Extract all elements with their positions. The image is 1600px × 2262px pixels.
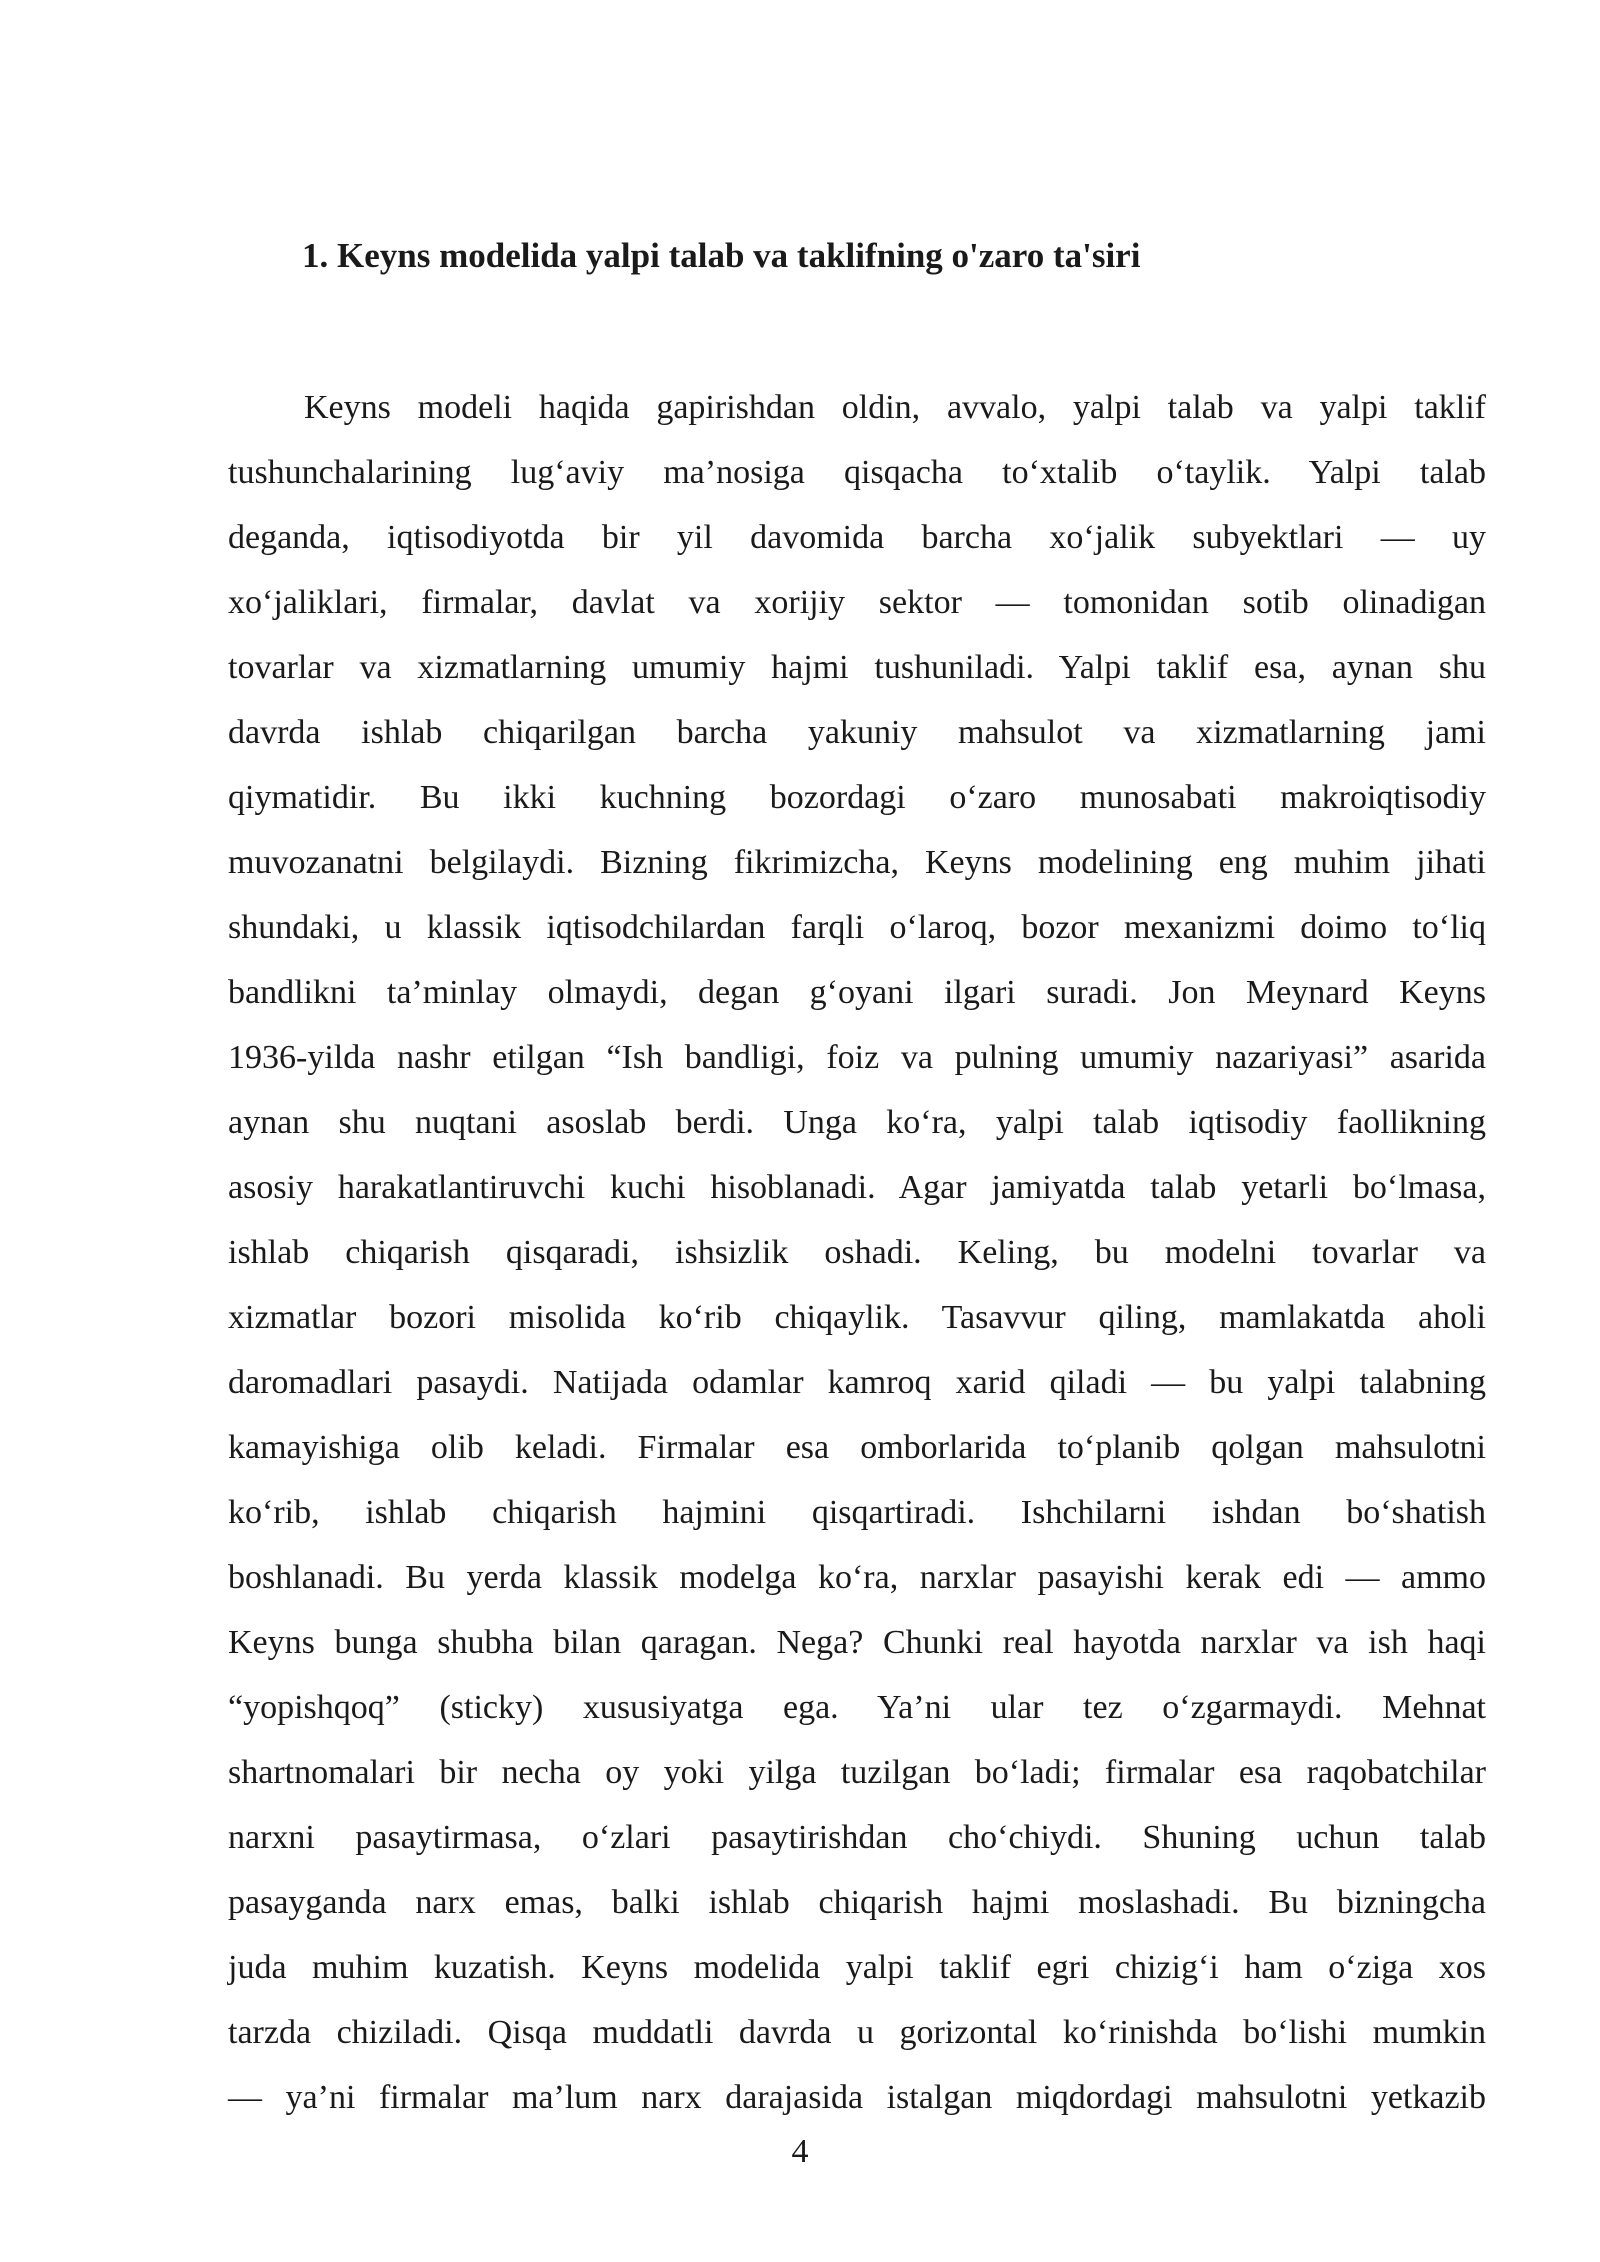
paragraph-line: xo‘jaliklari, firmalar, davlat va xorijiy sektor — tomonidan sotib olinadigan bbox=[228, 584, 1486, 621]
paragraph-line: Keyns modeli haqida gapirishdan oldin, avvalo, yalpi talab va yalpi taklif bbox=[304, 389, 1486, 426]
paragraph-line: narxni pasaytirmasa, o‘zlari pasaytirishdan cho‘chiydi. Shuning uchun talab bbox=[228, 1819, 1486, 1856]
paragraph-line: xizmatlar bozori misolida ko‘rib chiqaylik. Tasavvur qiling, mamlakatda aholi bbox=[228, 1299, 1486, 1336]
paragraph-line: davrda ishlab chiqarilgan barcha yakuniy mahsulot va xizmatlarning jami bbox=[228, 714, 1486, 751]
paragraph-line: “yopishqoq” (sticky) xususiyatga ega. Ya’ni ular tez o‘zgarmaydi. Mehnat bbox=[228, 1689, 1486, 1726]
page-number: 4 bbox=[791, 2133, 809, 2170]
paragraph-line: tarzda chiziladi. Qisqa muddatli davrda u gorizontal ko‘rinishda bo‘lishi mumkin bbox=[228, 2014, 1486, 2051]
paragraph-line: asosiy harakatlantiruvchi kuchi hisoblanadi. Agar jamiyatda talab yetarli bo‘lmasa, bbox=[228, 1169, 1486, 1206]
paragraph-line: tovarlar va xizmatlarning umumiy hajmi tushuniladi. Yalpi taklif esa, aynan shu bbox=[228, 649, 1486, 686]
paragraph-line: Keyns bunga shubha bilan qaragan. Nega? Chunki real hayotda narxlar va ish haqi bbox=[228, 1624, 1486, 1661]
paragraph-line: tushunchalarining lug‘aviy ma’nosiga qisqacha to‘xtalib o‘taylik. Yalpi talab bbox=[228, 454, 1486, 491]
paragraph-line: daromadlari pasaydi. Natijada odamlar kamroq xarid qiladi — bu yalpi talabning bbox=[228, 1364, 1486, 1401]
paragraph-line: — ya’ni firmalar ma’lum narx darajasida istalgan miqdordagi mahsulotni yetkazib bbox=[228, 2079, 1486, 2116]
section-heading: 1. Keyns modelida yalpi talab va taklifning o'zaro ta'siri bbox=[302, 236, 1141, 275]
paragraph-line: shundaki, u klassik iqtisodchilardan farqli o‘laroq, bozor mexanizmi doimo to‘liq bbox=[228, 909, 1486, 946]
paragraph-line: ishlab chiqarish qisqaradi, ishsizlik oshadi. Keling, bu modelni tovarlar va bbox=[228, 1234, 1486, 1271]
paragraph-line: pasayganda narx emas, balki ishlab chiqarish hajmi moslashadi. Bu bizningcha bbox=[228, 1884, 1486, 1921]
paragraph-line: deganda, iqtisodiyotda bir yil davomida barcha xo‘jalik subyektlari — uy bbox=[228, 519, 1486, 556]
paragraph-line: shartnomalari bir necha oy yoki yilga tuzilgan bo‘ladi; firmalar esa raqobatchilar bbox=[228, 1754, 1486, 1791]
paragraph-line: bandlikni ta’minlay olmaydi, degan g‘oyani ilgari suradi. Jon Meynard Keyns bbox=[228, 974, 1486, 1011]
paragraph-line: juda muhim kuzatish. Keyns modelida yalpi taklif egri chizig‘i ham o‘ziga xos bbox=[228, 1949, 1486, 1986]
paragraph-line: ko‘rib, ishlab chiqarish hajmini qisqartiradi. Ishchilarni ishdan bo‘shatish bbox=[228, 1494, 1486, 1531]
paragraph-line: qiymatidir. Bu ikki kuchning bozordagi o‘zaro munosabati makroiqtisodiy bbox=[228, 779, 1486, 816]
paragraph-line: 1936-yilda nashr etilgan “Ish bandligi, foiz va pulning umumiy nazariyasi” asarida bbox=[228, 1039, 1486, 1076]
paragraph-line: kamayishiga olib keladi. Firmalar esa omborlarida to‘planib qolgan mahsulotni bbox=[228, 1429, 1486, 1466]
body-paragraph bbox=[228, 375, 1486, 2130]
paragraph-line: boshlanadi. Bu yerda klassik modelga ko‘ra, narxlar pasayishi kerak edi — ammo bbox=[228, 1559, 1486, 1596]
paragraph-line: aynan shu nuqtani asoslab berdi. Unga ko‘ra, yalpi talab iqtisodiy faollikning bbox=[228, 1104, 1486, 1141]
paragraph-line: muvozanatni belgilaydi. Bizning fikrimizcha, Keyns modelining eng muhim jihati bbox=[228, 844, 1486, 881]
